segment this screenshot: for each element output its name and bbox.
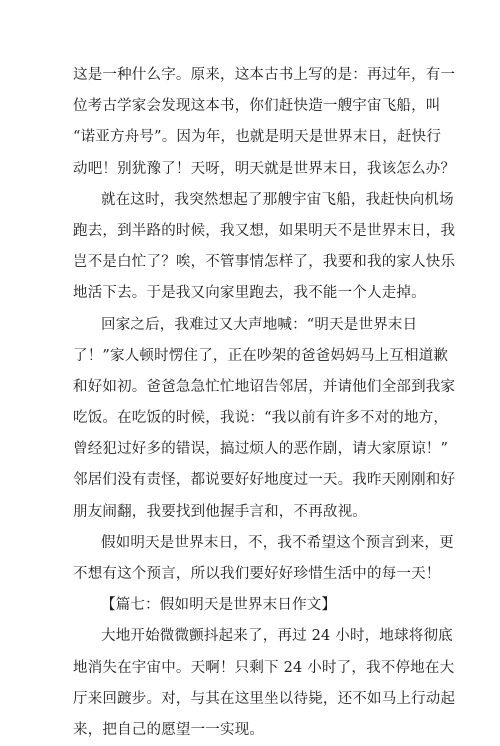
- text-line: 吃饭。在吃饭的时候，我说：“我以前有许多不对的地方，: [73, 410, 449, 427]
- text-line: 厅来回踱步。对，与其在这里坐以待毙，还不如马上行动起: [73, 690, 456, 707]
- text-line: 岂不是白忙了？唉，不管事情怎样了，我要和我的家人快乐: [73, 254, 456, 271]
- text-line: 邻居们没有责怪，都说要好好地度过一天。我昨天刚刚和好: [73, 472, 456, 489]
- section-heading: 【篇七：假如明天是世界末日作文】: [101, 597, 337, 614]
- text-line: 和好如初。爸爸急急忙忙地诏告邻居，并请他们全部到我家: [73, 378, 456, 395]
- paragraph-first-line: 大地开始微微颤抖起来了，再过 24 小时，地球将彻底: [101, 628, 453, 645]
- text-line: 地消失在宇宙中。天啊！只剩下 24 小时了，我不停地在大: [73, 659, 455, 676]
- paragraph-first-line: 就在这时，我突然想起了那艘宇宙飞船，我赶快向机场: [101, 191, 454, 208]
- text-line: “诺亚方舟号”。因为年，也就是明天是世界末日，赶快行: [73, 129, 442, 146]
- text-line: 位考古学家会发现这本书，你们赶快造一艘宇宙飞船，叫: [73, 98, 441, 115]
- text-line: 这是一种什么字。原来，这本古书上写的是：再过年，有一: [73, 67, 456, 83]
- paragraph-first-line: 回家之后，我难过又大声地喊：“明天是世界末日: [101, 316, 418, 333]
- paragraph-first-line: 假如明天是世界末日，不，我不希望这个预言到来，更: [101, 534, 454, 551]
- text-line: 跑去，到半路的时候，我又想，如果明天不是世界末日，我: [73, 222, 456, 239]
- text-line: 了！”家人顿时愣住了，正在吵架的爸爸妈妈马上互相道歉: [73, 347, 449, 364]
- text-line: 曾经犯过好多的错误，搞过烦人的恶作剧，请大家原谅！”: [73, 441, 449, 458]
- document-page: [73, 60, 456, 746]
- text-line: 来，把自己的愿望一一实现。: [73, 721, 265, 738]
- text-line: 地活下去。于是我又向家里跑去，我不能一个人走掉。: [73, 285, 426, 302]
- text-line: 不想有这个预言，所以我们要好好珍惜生活中的每一天！: [73, 566, 441, 582]
- text-line: 朋友闹翻，我要找到他握手言和，不再敌视。: [73, 503, 367, 520]
- text-line: 动吧！别犹豫了！天呀，明天就是世界末日，我该怎么办？: [73, 160, 456, 177]
